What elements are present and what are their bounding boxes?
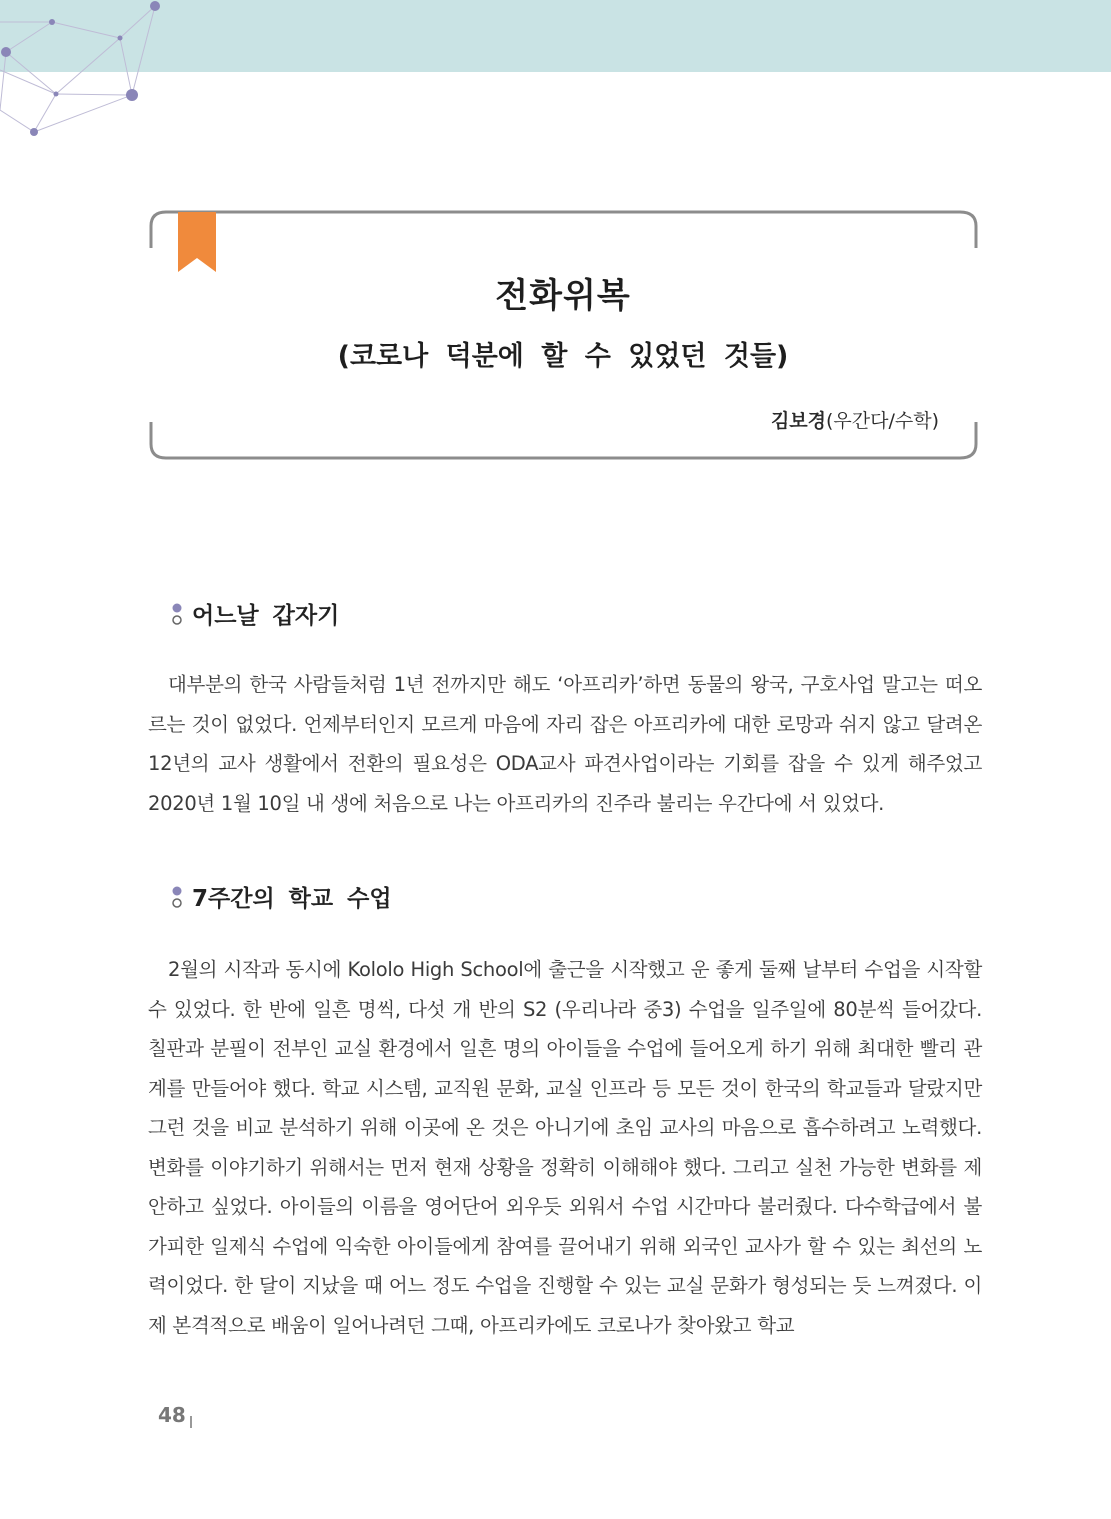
section-heading-2 xyxy=(170,880,392,913)
page-number-divider xyxy=(190,1416,192,1428)
author-line xyxy=(771,406,939,433)
page-subtitle: (코로나 덕분에 할 수 있었던 것들) xyxy=(337,341,789,372)
section-paragraph-1: 대부분의 한국 사람들처럼 1년 전까지만 해도 ‘아프리카’하면 동물의 왕국, 구호사업 말고는 떠오르는 것이 없었다. 언제부터인지 모르게 마음에 자리 잡은 아프리카에 대한 로망과 쉬지 않고 달려온 12년의 교사 생활에서 전환의 필요성은 ODA교사 파견사업이라는 기회를 잡을 수 있게 해주었고 2020년 1월 10일 내 생에 처음으로 나는 아프리카의 진주라 불리는 우간다에 서 있었다. xyxy=(148,673,982,815)
section-heading-text: 어느날 갑자기 xyxy=(192,603,340,629)
section-heading-text: 7주간의 학교 수업 xyxy=(192,886,392,912)
author-name: 김보경 xyxy=(770,410,826,432)
section-heading-1 xyxy=(170,597,339,630)
section-paragraph-2: 2월의 시작과 동시에 Kololo High School에 출근을 시작했고 운 좋게 둘째 날부터 수업을 시작할 수 있었다. 한 반에 일흔 명씩, 다섯 개 반의 S2 (우리나라 중3) 수업을 일주일에 80분씩 들어갔다. 칠판과 분필이 전부인 교실 환경에서 일흔 명의 아이들을 수업에 들어오게 하기 위해 최대한 빨리 관계를 만들어야 했다. 학교 시스템, 교직원 문화, 교실 인프라 등 모든 것이 한국의 학교들과 달랐지만 그런 것을 비교 분석하기 위해 이곳에 온 것은 아니기에 초임 교사의 마음으로 흡수하려고 노력했다. 변화를 이야기하기 위해서는 먼저 현재 상황을 정확히 이해해야 했다. 그리고 실천 가능한 변화를 제안하고 싶었다. 아이들의 이름을 영어단어 외우듯 외워서 수업 시간마다 불러줬다. 다수학급에서 불가피한 일제식 수업에 익숙한 아이들에게 참여를 끌어내기 위해 외국인 교사가 할 수 있는 최선의 노력이었다. 한 달이 지났을 때 어느 정도 수업을 진행할 수 있는 교실 문화가 형성되는 듯 느껴졌다. 이제 본격적으로 배움이 일어나려던 그때, 아프리카에도 코로나가 찾아왔고 학교 xyxy=(148,958,982,1337)
bookmark-ribbon-icon xyxy=(178,212,218,274)
bullet-icon xyxy=(170,601,184,627)
network-graphic xyxy=(0,0,180,150)
bullet-icon xyxy=(170,884,184,910)
page-number: 48 xyxy=(158,1403,186,1427)
page-title: 전화위복 xyxy=(495,276,631,316)
author-affiliation: (우간다/수학) xyxy=(826,410,939,432)
